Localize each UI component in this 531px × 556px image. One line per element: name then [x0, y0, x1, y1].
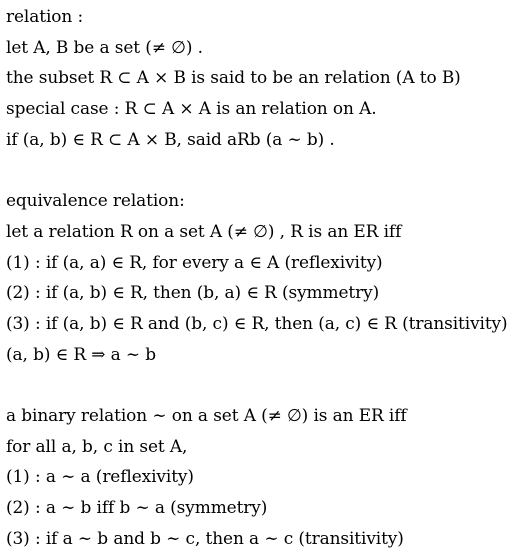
section-title-relation: relation :	[6, 6, 84, 26]
text-line: the subset R ⊂ A × B is said to be an relation (A to B)	[6, 67, 461, 88]
text-line: let a relation R on a set A (≠ ∅) , R is an ER iff	[6, 220, 402, 241]
section-title-equivalence-relation: equivalence relation:	[6, 190, 185, 211]
section-equivalence-relation	[6, 185, 531, 369]
condition-reflexivity: (1) : a ∼ a (reflexivity)	[6, 466, 194, 487]
condition-reflexivity: (1) : if (a, a) ∈ R, for every a ∈ A (reflexivity)	[6, 251, 383, 272]
section-binary-relation	[6, 400, 531, 553]
section-title-binary-relation: a binary relation ∼ on a set A (≠ ∅) is an ER iff	[6, 404, 407, 425]
section-relation	[6, 1, 531, 154]
condition-transitivity: (3) : if (a, b) ∈ R and (b, c) ∈ R, then (a, c) ∈ R (transitivity)	[6, 312, 508, 333]
text-line: special case : R ⊂ A × A is an relation on A.	[6, 98, 377, 119]
condition-transitivity: (3) : if a ∼ b and b ∼ c, then a ∼ c (transitivity)	[6, 527, 404, 548]
text-line: for all a, b, c in set A,	[6, 435, 188, 456]
text-line: let A, B be a set (≠ ∅) .	[6, 36, 203, 57]
condition-symmetry: (2) : if (a, b) ∈ R, then (b, a) ∈ R (symmetry)	[6, 282, 380, 303]
text-line: (a, b) ∈ R ⇒ a ∼ b	[6, 343, 157, 364]
section-spacer	[6, 154, 531, 185]
text-line: if (a, b) ∈ R ⊂ A × B, said aRb (a ∼ b) .	[6, 128, 335, 149]
math-notes-document	[6, 1, 531, 553]
section-spacer	[6, 369, 531, 400]
condition-symmetry: (2) : a ∼ b iff b ∼ a (symmetry)	[6, 497, 268, 517]
